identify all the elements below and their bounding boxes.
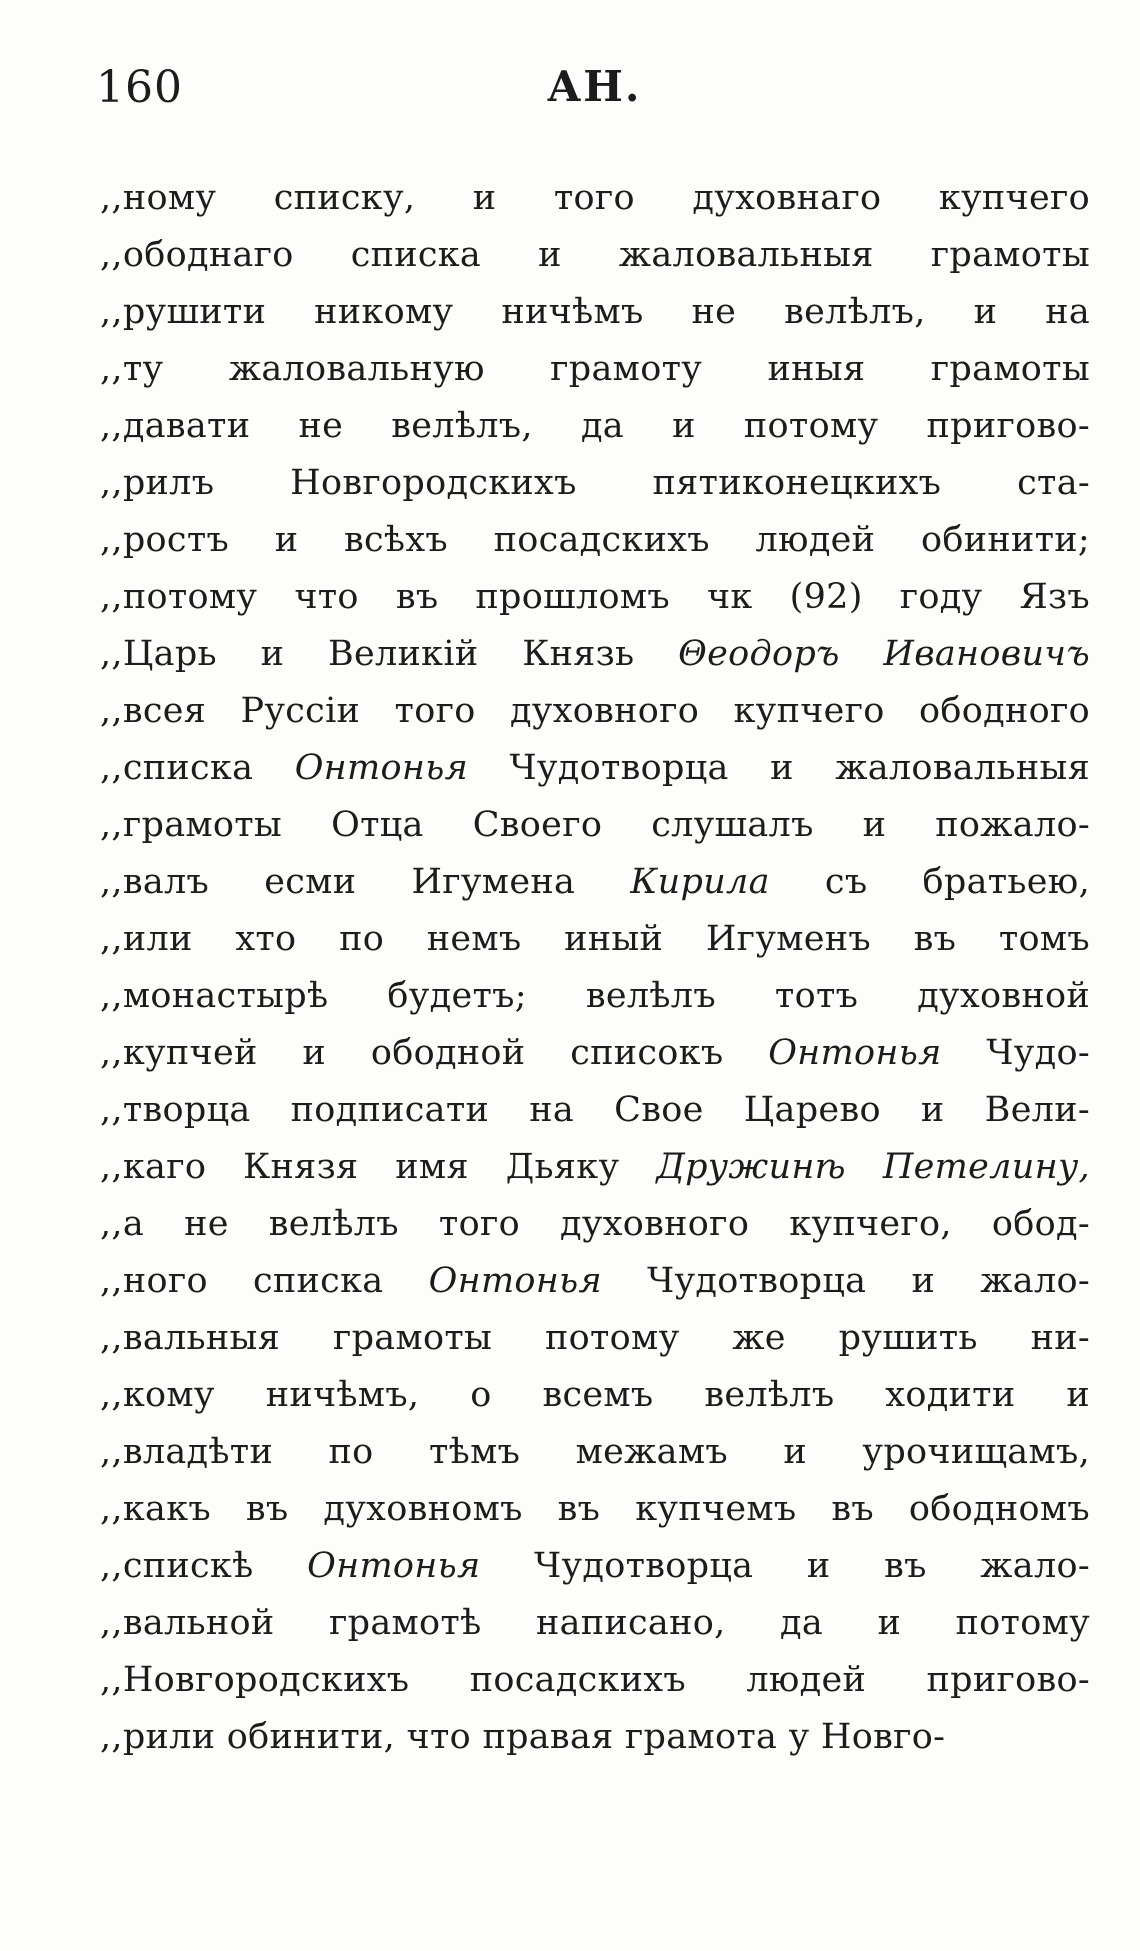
page-header	[92, 62, 1082, 122]
text-segment: ,,кому ничѣмъ, о всемъ велѣлъ ходити и	[100, 1375, 1090, 1415]
text-line	[100, 512, 1090, 569]
text-segment: ,,ростъ и всѣхъ посадскихъ людей обинити;	[100, 520, 1090, 560]
text-segment: ,,Новгородскихъ посадскихъ людей пригово-	[100, 1660, 1090, 1700]
text-segment: ,,списка	[100, 748, 295, 788]
text-segment: ,,монастырѣ будетъ; велѣлъ тотъ духовной	[100, 976, 1090, 1016]
text-line	[100, 626, 1090, 683]
text-line	[100, 1481, 1090, 1538]
text-segment: ,,рушити никому ничѣмъ не велѣлъ, и на	[100, 292, 1090, 332]
text-segment: ,,вальныя грамоты потому же рушить ни-	[100, 1318, 1090, 1358]
page-number: 160	[96, 62, 183, 113]
italic-name: Дружинѣ Петелину,	[656, 1147, 1090, 1187]
text-line	[100, 854, 1090, 911]
text-segment: ,,всея Руссіи того духовного купчего ободного	[100, 691, 1090, 731]
text-segment: ,,а не велѣлъ того духовного купчего, обод-	[100, 1204, 1090, 1244]
text-segment: Чудотворца и въ жало-	[480, 1546, 1090, 1586]
text-segment: ,,спискѣ	[100, 1546, 308, 1586]
text-segment: ,,купчей и ободной списокъ	[100, 1033, 769, 1073]
text-segment: ,,давати не велѣлъ, да и потому пригово-	[100, 406, 1090, 446]
text-line	[100, 1082, 1090, 1139]
text-line	[100, 1652, 1090, 1709]
text-line	[100, 569, 1090, 626]
text-line	[100, 1025, 1090, 1082]
running-head: АН.	[547, 62, 642, 111]
text-segment: ,,грамоты Отца Своего слушалъ и пожало-	[100, 805, 1090, 845]
text-segment: ,,Царь и Великій Князь	[100, 634, 679, 674]
text-line	[100, 284, 1090, 341]
italic-name: Онтонья	[307, 1546, 481, 1586]
text-segment: ,,ного списка	[100, 1261, 429, 1301]
italic-name: Кирила	[630, 862, 770, 902]
text-segment: ,,каго Князя имя Дьяку	[100, 1147, 657, 1187]
text-line	[100, 1538, 1090, 1595]
text-line	[100, 1196, 1090, 1253]
text-line	[100, 1367, 1090, 1424]
text-segment: ,,владѣти по тѣмъ межамъ и урочищамъ,	[100, 1432, 1090, 1472]
text-segment: Чудотворца и жало-	[602, 1261, 1090, 1301]
text-segment: съ братьею,	[769, 862, 1090, 902]
text-line	[100, 797, 1090, 854]
italic-name: Онтонья	[428, 1261, 602, 1301]
body-text	[100, 170, 1090, 1766]
text-segment: ,,валъ есми Игумена	[100, 862, 631, 902]
text-segment: ,,ному списку, и того духовнаго купчего	[100, 178, 1090, 218]
text-segment: ,,ободнаго списка и жаловальныя грамоты	[100, 235, 1090, 275]
text-segment: ,,ту жаловальную грамоту иныя грамоты	[100, 349, 1090, 389]
text-segment: ,,творца подписати на Свое Царево и Вели-	[100, 1090, 1090, 1130]
italic-name: Онтонья	[294, 748, 469, 788]
text-line	[100, 1709, 1090, 1766]
text-line	[100, 911, 1090, 968]
text-line	[100, 1253, 1090, 1310]
text-line	[100, 170, 1090, 227]
text-line	[100, 341, 1090, 398]
text-line	[100, 968, 1090, 1025]
text-line	[100, 455, 1090, 512]
text-segment: ,,потому что въ прошломъ чк (92) году Язъ	[100, 577, 1090, 617]
text-line	[100, 398, 1090, 455]
text-line	[100, 1424, 1090, 1481]
text-segment: ,,рили обинити, что правая грамота у Новго-	[100, 1717, 946, 1757]
text-segment: Чудо-	[941, 1033, 1090, 1073]
text-line	[100, 683, 1090, 740]
text-segment: ,,рилъ Новгородскихъ пятиконецкихъ ста-	[100, 463, 1090, 503]
text-segment: ,,вальной грамотѣ написано, да и потому	[100, 1603, 1090, 1643]
text-line	[100, 740, 1090, 797]
text-line	[100, 1139, 1090, 1196]
text-segment: ,,какъ въ духовномъ въ купчемъ въ ободномъ	[100, 1489, 1090, 1529]
text-segment: Чудотворца и жаловальныя	[468, 748, 1090, 788]
text-segment: ,,или хто по немъ иный Игуменъ въ томъ	[100, 919, 1090, 959]
italic-name: Θеодоръ Ивановичъ	[678, 634, 1090, 674]
text-line	[100, 1310, 1090, 1367]
text-line	[100, 1595, 1090, 1652]
text-line	[100, 227, 1090, 284]
italic-name: Онтонья	[768, 1033, 942, 1073]
